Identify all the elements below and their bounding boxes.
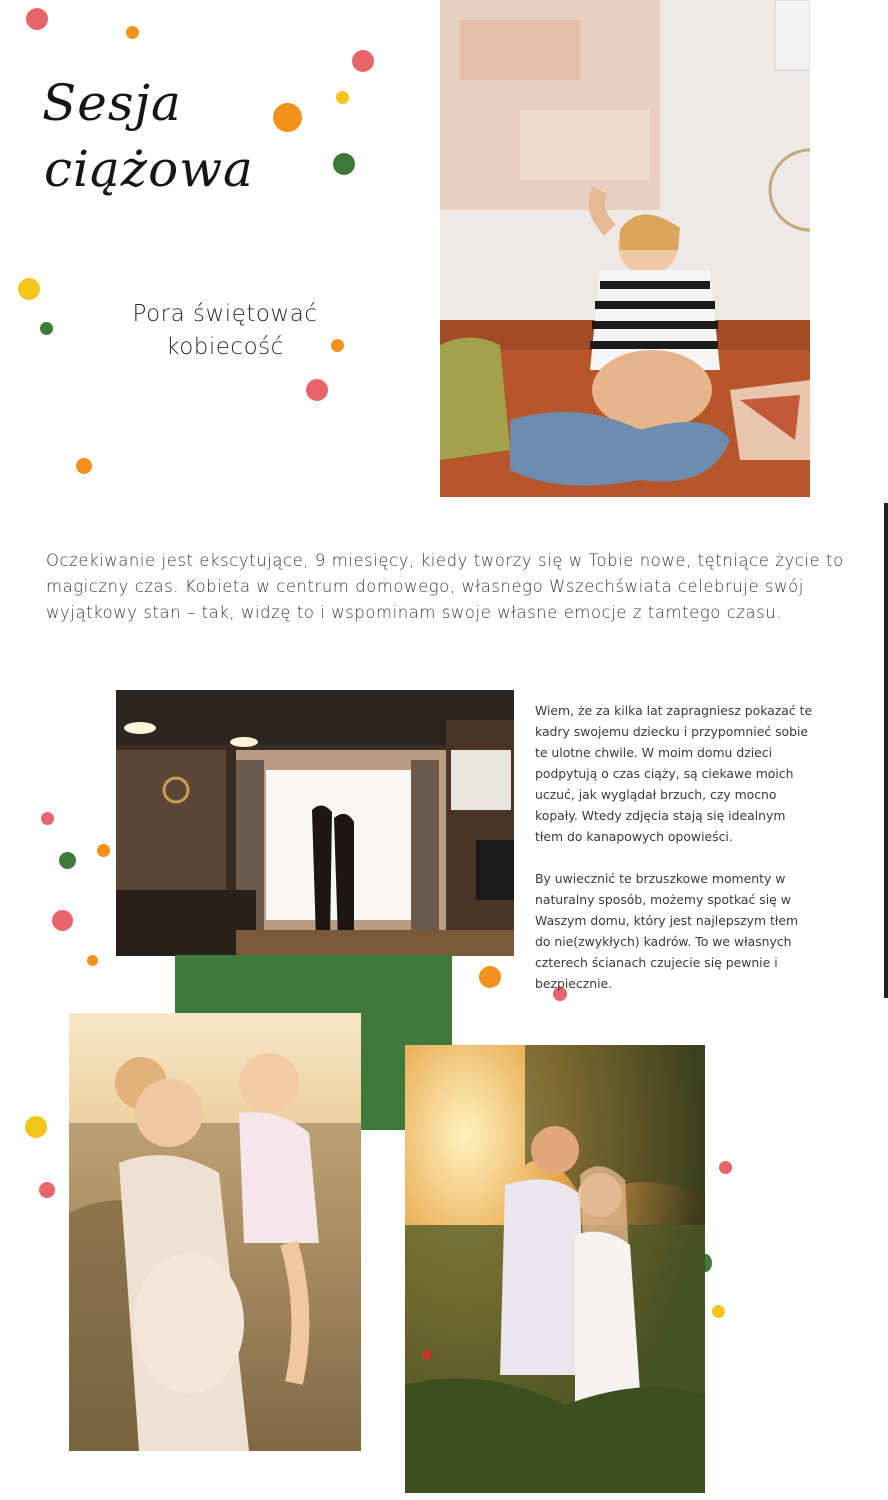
decor-dot <box>306 379 328 401</box>
subtitle-line-1: Pora świętować <box>132 301 318 327</box>
intro-paragraph: Oczekiwanie jest ekscytujące, 9 miesięcy, kiedy tworzy się w Tobie nowe, tętniące życie to magiczny czas. Kobieta w centrum domowego, własnego Wszechświata celebruje swój wyjątkowy stan – tak, widzę to i wspominam swoje własne emocje z tamtego czasu. <box>46 551 844 622</box>
decor-dot <box>25 1116 47 1138</box>
page-edge-rule <box>884 503 888 998</box>
decor-dot <box>352 50 374 72</box>
photo-pregnant-woman-sofa <box>440 0 810 497</box>
page-title <box>42 70 282 202</box>
decor-dot <box>26 8 48 30</box>
photo-couple-living-room <box>116 690 514 956</box>
decor-dot <box>76 458 92 474</box>
decor-dot <box>39 1182 55 1198</box>
decor-dot <box>87 955 98 966</box>
decor-dot <box>336 91 349 104</box>
side-text <box>535 700 815 994</box>
title-line-2: ciążowa <box>44 140 254 198</box>
decor-dot <box>712 1305 725 1318</box>
decor-dot <box>59 852 76 869</box>
side-paragraph-2: By uwiecznić te brzuszkowe momenty w naturalny sposób, możemy spotkać się w Waszym domu, który jest najlepszym tłem do nie(zwykłych) kadrów. To we własnych czterech ścianach czujecie się pewnie i bezpiecznie. <box>535 871 799 991</box>
decor-dot <box>41 812 54 825</box>
subtitle <box>110 298 340 364</box>
decor-dot <box>18 278 40 300</box>
decor-dot <box>126 26 139 39</box>
decor-dot <box>40 322 53 335</box>
decor-dot <box>333 153 355 175</box>
photo-couple-field <box>405 1045 705 1493</box>
title-line-1: Sesja <box>42 74 182 132</box>
decor-dot <box>97 844 110 857</box>
decor-dot <box>719 1161 732 1174</box>
photo-mother-child-field <box>69 1013 361 1451</box>
decor-dot <box>52 910 73 931</box>
decor-dot <box>479 966 501 988</box>
side-paragraph-1: Wiem, że za kilka lat zapragniesz pokazać te kadry swojemu dziecku i przypomnieć sobie te ulotne chwile. W moim domu dzieci podpytują o czas ciąży, są ciekawe moich uczuć, jak wyglądał brzuch, czy mocno kopały. Wtedy zdjęcia stają się idealnym tłem do kanapowych opowieści. <box>535 703 813 844</box>
subtitle-line-2: kobiecość <box>166 334 284 360</box>
